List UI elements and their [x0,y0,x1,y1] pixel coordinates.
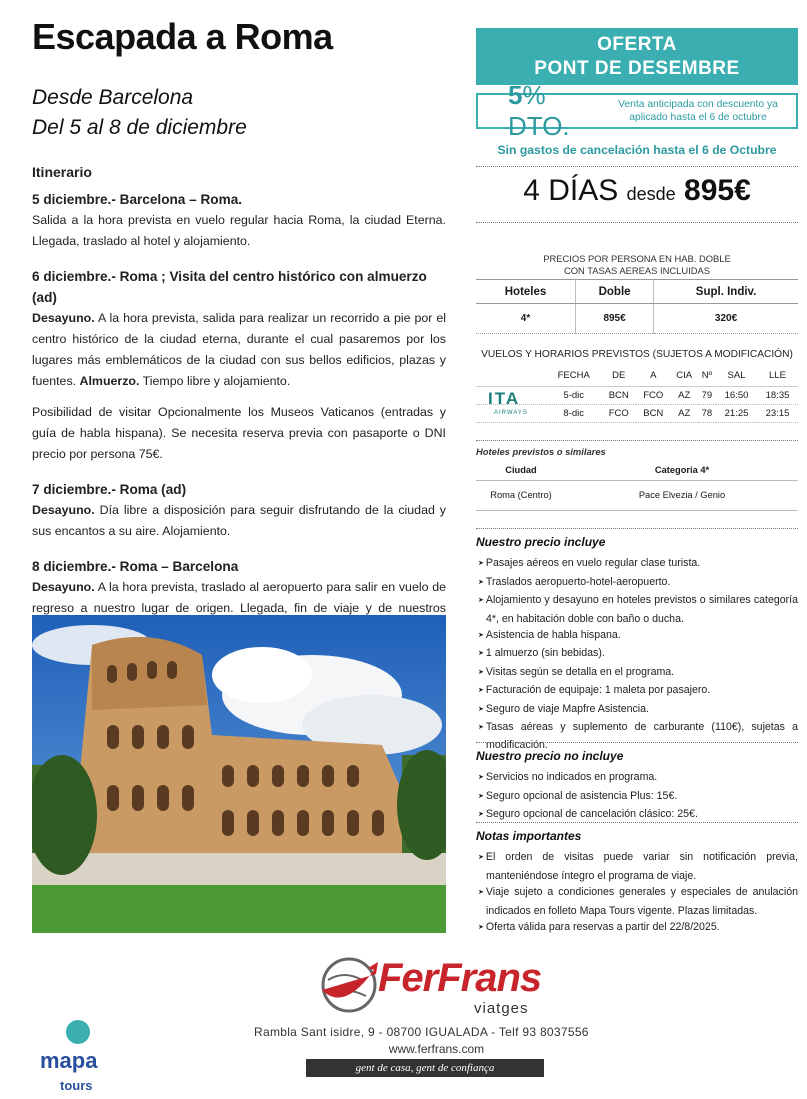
mapa-tours-text: tours [60,1078,93,1093]
mapa-logo-text: mapa [40,1048,98,1073]
day4-text: Desayuno. A la hora prevista, traslado al aeropuerto para salir en vuelo de regreso a nuestro lugar de origen. Llegada, fin de viaje y de nuestros [32,580,446,615]
list-item: ➤ Facturación de equipaje: 1 maleta por pasajero. [476,682,798,700]
agency-address: Rambla Sant isidre, 9 - 08700 IGUALADA - Telf 93 8037556 [254,1025,589,1039]
list-item: ➤ Alojamiento y desayuno en hoteles previstos o similares categoría 4*, en habitación doble con baño o ducha. [476,592,798,627]
list-item: ➤ Pasajes aéreos en vuelo regular clase turista. [476,555,798,573]
includes-section [476,534,798,754]
agency-slogan: gent de casa, gent de confiança [306,1059,544,1077]
day2-title: 6 diciembre.- Roma ; Visita del centro histórico con almuerzo (ad) [32,269,427,305]
list-item: ➤ El orden de visitas puede variar sin notificación previa, manteniéndose íntegro el programa de viaje. [476,849,798,884]
day1-title: 5 diciembre.- Barcelona – Roma. [32,192,243,207]
divider [476,166,798,167]
list-item: ➤ Viaje sujeto a condiciones generales y especiales de anulación indicados en folleto Mapa Tours vigente. Plazas limitadas. [476,884,798,919]
headline-price: 4 DÍAS desde 895€ [523,174,751,207]
discount-label: 5% DTO. [508,80,570,141]
table-row: 5-dic BCN FCO AZ 79 16:50 18:35 [476,386,798,404]
divider [476,822,798,823]
day2-optional: Posibilidad de visitar Opcionalmente los Museos Vaticanos (entradas y guía de habla hispana). Se necesita reserva previa con pasaporte o DNI precio por persona 75€. [32,405,446,461]
hotels-table: Ciudad Categoria 4* Roma (Centro) Pace Elvezia / Genio [476,460,798,511]
list-item: ➤ 1 almuerzo (sin bebidas). [476,645,798,663]
col-double: Doble [576,280,654,304]
offer-banner [476,28,798,85]
svg-text:AIRWAYS: AIRWAYS [494,410,528,416]
itinerary [32,162,446,640]
day3-title: 7 diciembre.- Roma (ad) [32,482,187,497]
list-item: ➤ Seguro opcional de asistencia Plus: 15€. [476,788,798,806]
hotels-title: Hoteles previstos o similares [476,446,606,457]
price-table-header: PRECIOS POR PERSONA EN HAB. DOBLE CON TASAS AEREAS INCLUIDAS [543,253,731,276]
divider [476,440,798,441]
excludes-section [476,748,798,825]
flights-table: FECHA DE A CIA Nº SAL LLE 5-dic BCN FCO AZ 79 16:50 18:35 8-dic FCO BCN AZ 78 21:25 23:15 [476,366,798,423]
list-item: ➤ Tasas aéreas y suplemento de carburante (110€), sujetas a modificación. [476,719,798,754]
list-item: ➤ Traslados aeropuerto-hotel-aeropuerto. [476,574,798,592]
colosseum-photo [32,615,446,933]
divider [476,528,798,529]
viatges-label: viatges [474,1000,529,1017]
day4-title: 8 diciembre.- Roma – Barcelona [32,559,239,574]
col-hotels: Hoteles [476,280,576,304]
itinerary-heading: Itinerario [32,164,92,180]
col-single-supplement: Supl. Indiv. [654,280,798,304]
ferfrans-brand: FerFrans [378,956,542,1000]
day3-text: Desayuno. Día libre a disposición para seguir disfrutando de la ciudad y sus encantos a su aire. Alojamiento. [32,503,446,538]
divider [476,742,798,743]
agency-website[interactable]: www.ferfrans.com [388,1042,485,1056]
list-item: ➤ Seguro opcional de cancelación clásico: 25€. [476,806,798,824]
day1-text: Salida a la hora prevista en vuelo regular hacia Roma, la ciudad Eterna. Llegada, traslado al hotel y alojamiento. [32,213,446,248]
discount-box [476,80,798,141]
notes-heading: Notas importantes [476,829,582,843]
table-row: Roma (Centro) Pace Elvezia / Genio [476,480,798,510]
price-table [476,279,798,334]
table-row: 4* 895€ 320€ [476,304,798,334]
page-title: Escapada a Roma [32,16,333,57]
includes-heading: Nuestro precio incluye [476,535,606,549]
subtitle-origin: Desde Barcelona [32,86,194,109]
day2-text: Desayuno. A la hora prevista, salida para realizar un recorrido a pie por el centro histórico de la ciudad eterna, durante el cual pasaremos por los lugares más emblemáticos de la ciudad con sus bellos edificios, plazas y fuentes. Almuerzo. Tiempo libre y alojamiento. [32,311,446,388]
divider [476,222,798,223]
list-item: ➤ Oferta válida para reservas a partir del 22/8/2025. [476,919,798,937]
list-item: ➤ Asistencia de habla hispana. [476,627,798,645]
excludes-heading: Nuestro precio no incluye [476,749,624,763]
list-item: ➤ Servicios no indicados en programa. [476,769,798,787]
notes-section [476,828,798,937]
list-item: ➤ Visitas según se detalla en el programa. [476,664,798,682]
list-item: ➤ Seguro de viaje Mapfre Asistencia. [476,701,798,719]
table-row: 8-dic FCO BCN AZ 78 21:25 23:15 [476,404,798,422]
offer-line1: OFERTA [597,34,677,55]
discount-text: Venta anticipada con descuento ya aplicado hasta el 6 de octubre [618,99,778,123]
svg-text:ITA: ITA [488,389,521,408]
subtitle-dates: Del 5 al 8 de diciembre [32,116,247,139]
no-cancellation-note: Sin gastos de cancelación hasta el 6 de Octubre [497,143,777,157]
flights-title: VUELOS Y HORARIOS PREVISTOS (SUJETOS A MODIFICACIÓN) [481,349,793,360]
offer-line2: PONT DE DESEMBRE [534,58,740,79]
